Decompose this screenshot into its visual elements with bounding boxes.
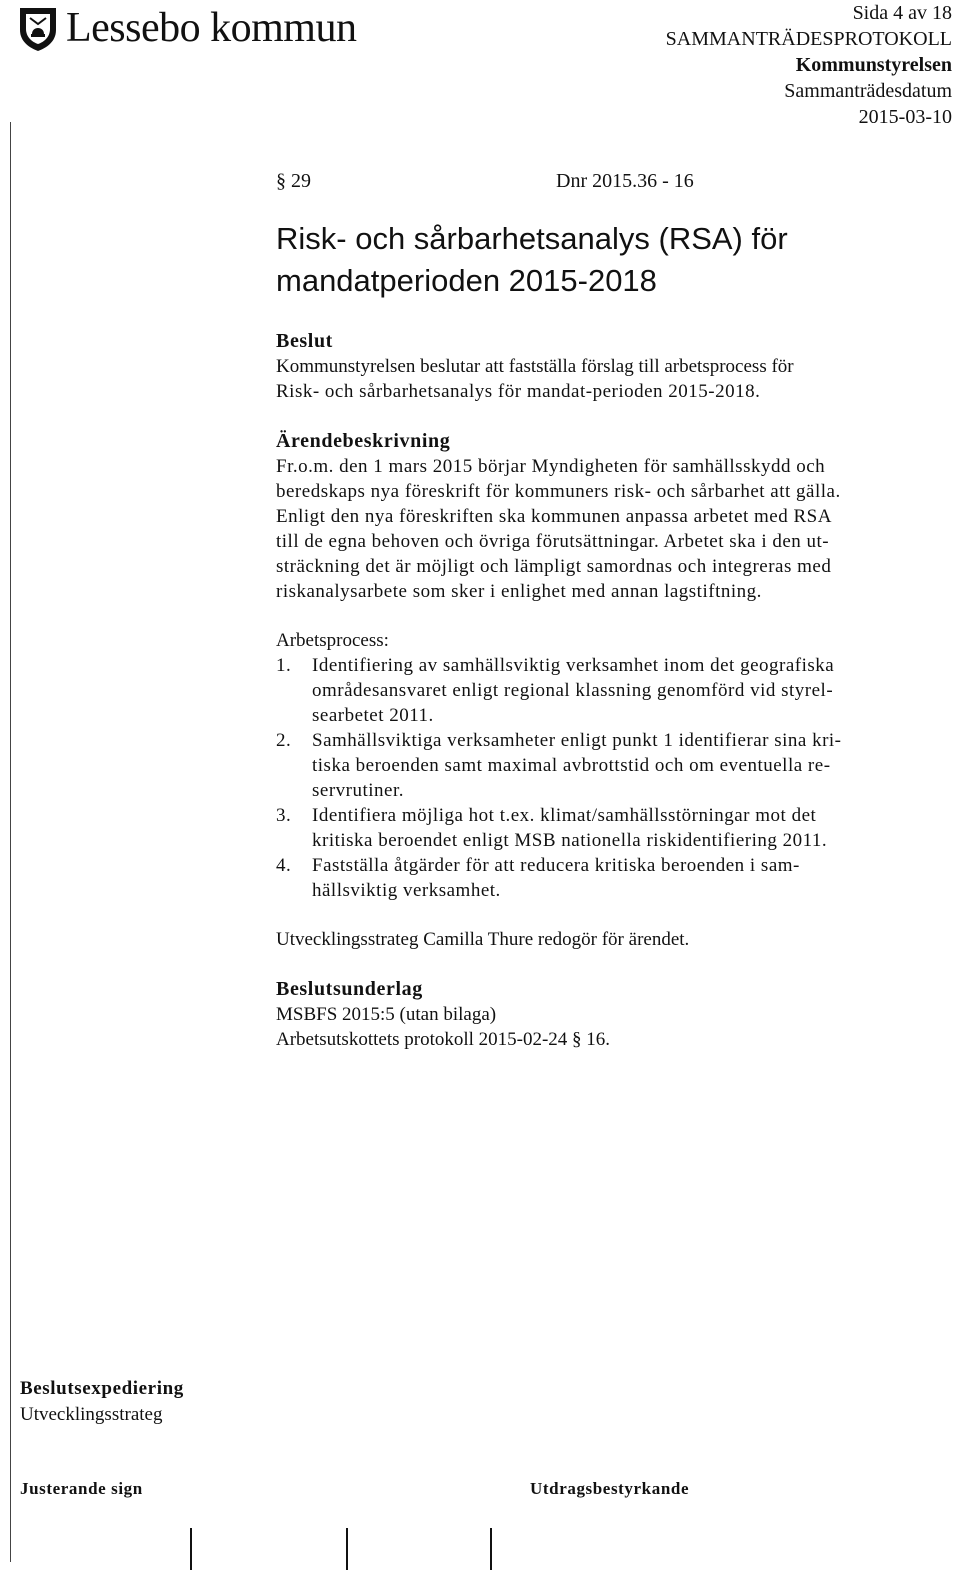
text-line: Risk- och sårbarhetsanalys för mandat-perioden 2015-2018. bbox=[276, 381, 761, 402]
municipality-name: Lessebo kommun bbox=[66, 5, 357, 51]
text-line: områdesansvaret enligt regional klassning genomförd vid styrel- bbox=[312, 680, 834, 701]
text-line: Fastställa åtgärder för att reducera kritiska beroenden i sam- bbox=[312, 855, 800, 876]
report-line: Utvecklingsstrateg Camilla Thure redogör för ärendet. bbox=[276, 929, 690, 950]
text-line: servrutiner. bbox=[312, 780, 405, 801]
list-item bbox=[276, 728, 946, 803]
text-line: Kommunstyrelsen beslutar att fastställa förslag till arbetsprocess för bbox=[276, 356, 794, 377]
list-item bbox=[276, 653, 946, 728]
text-line: hällsviktig verksamhet. bbox=[312, 880, 501, 901]
text-line: Identifiera möjliga hot t.ex. klimat/samhällsstörningar mot det bbox=[312, 805, 817, 826]
date-label: Sammanträdesdatum bbox=[784, 80, 952, 102]
item-number: 2. bbox=[276, 730, 292, 751]
signature-divider bbox=[490, 1528, 492, 1570]
text-line: beredskaps nya föreskrift för kommuners risk- och sårbarhet att gälla. bbox=[276, 481, 841, 502]
diary-number: Dnr 2015.36 - 16 bbox=[556, 170, 694, 192]
list-item bbox=[276, 803, 946, 853]
item-number: 3. bbox=[276, 805, 292, 826]
signature-divider bbox=[190, 1528, 192, 1570]
text-line: searbetet 2011. bbox=[312, 705, 434, 726]
paragraph-number: § 29 bbox=[276, 170, 311, 192]
title-line: mandatperioden 2015-2018 bbox=[276, 263, 657, 298]
section-reference bbox=[276, 170, 946, 200]
text-line: till de egna behoven och övriga förutsättningar. Arbetet ska i den ut- bbox=[276, 531, 830, 552]
beslut-heading: Beslut bbox=[276, 330, 333, 352]
item-number: 4. bbox=[276, 855, 292, 876]
text-line: tiska beroenden samt maximal avbrottstid och om eventuella re- bbox=[312, 755, 831, 776]
protocol-section bbox=[276, 170, 946, 1052]
meeting-date: 2015-03-10 bbox=[858, 106, 952, 128]
expediering-heading: Beslutsexpediering bbox=[20, 1378, 184, 1399]
beslut-text bbox=[276, 354, 946, 404]
text-line: Enligt den nya föreskriften ska kommunen anpassa arbetet med RSA bbox=[276, 506, 832, 527]
text-line: sträckning det är möjligt och lämpligt samordnas och integreras med bbox=[276, 556, 832, 577]
document-type: SAMMANTRÄDESPROTOKOLL bbox=[665, 28, 952, 50]
process-list bbox=[276, 653, 946, 903]
signature-divider bbox=[346, 1528, 348, 1570]
committee-name: Kommunstyrelsen bbox=[795, 54, 952, 76]
expediering-recipient: Utvecklingsstrateg bbox=[20, 1404, 163, 1425]
expediering-block bbox=[20, 1376, 184, 1427]
text-line: Samhällsviktiga verksamheter enligt punkt 1 identifierar sina kri- bbox=[312, 730, 842, 751]
municipality-logo bbox=[16, 4, 356, 52]
underlag-heading: Beslutsunderlag bbox=[276, 978, 423, 1000]
page-indicator: Sida 4 av 18 bbox=[852, 2, 952, 24]
item-number: 1. bbox=[276, 655, 292, 676]
document-header bbox=[666, 0, 952, 130]
section-title bbox=[276, 218, 946, 302]
text-line: Identifiering av samhällsviktig verksamhet inom det geografiska bbox=[312, 655, 835, 676]
text-line: Fr.o.m. den 1 mars 2015 börjar Myndigheten för samhällsskydd och bbox=[276, 456, 826, 477]
title-line: Risk- och sårbarhetsanalys (RSA) för bbox=[276, 221, 788, 256]
underlag-list bbox=[276, 1002, 946, 1052]
coat-of-arms-icon bbox=[16, 4, 60, 52]
arende-text bbox=[276, 454, 946, 604]
text-line: riskanalysarbete som sker i enlighet med annan lagstiftning. bbox=[276, 581, 762, 602]
margin-rule bbox=[10, 122, 11, 1562]
arende-heading: Ärendebeskrivning bbox=[276, 430, 451, 452]
text-line: kritiska beroendet enligt MSB nationella riskidentifiering 2011. bbox=[312, 830, 828, 851]
list-item bbox=[276, 853, 946, 903]
process-heading: Arbetsprocess: bbox=[276, 630, 389, 651]
utdrag-label: Utdragsbestyrkande bbox=[530, 1479, 690, 1498]
justerande-label: Justerande sign bbox=[20, 1479, 143, 1498]
underlag-item: Arbetsutskottets protokoll 2015-02-24 § 16. bbox=[276, 1029, 611, 1050]
underlag-item: MSBFS 2015:5 (utan bilaga) bbox=[276, 1004, 497, 1025]
